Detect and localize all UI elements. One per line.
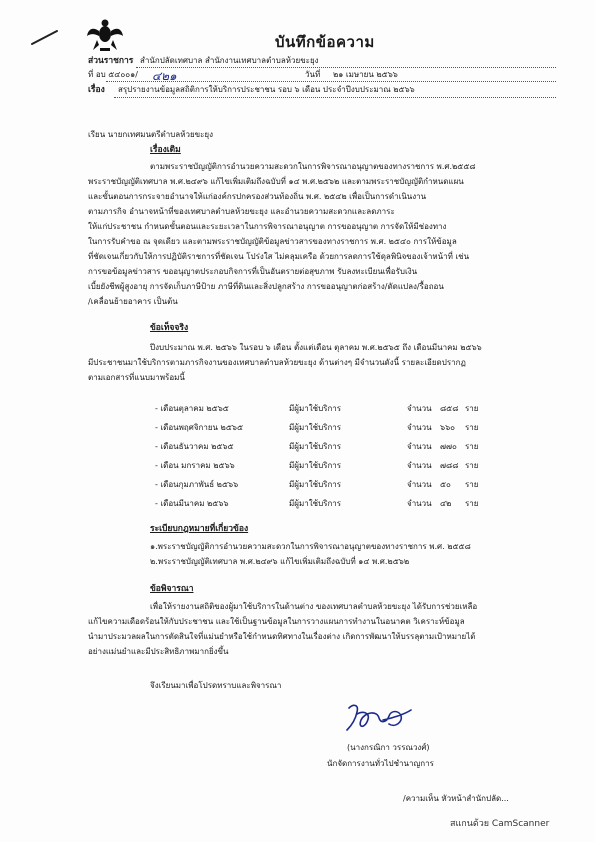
opinion-note: /ความเห็น หัวหน้าสำนักปลัด... (403, 794, 509, 803)
background-line: ที่ชัดเจนเกี่ยวกับให้การปฏิบัติราชการที่ชัดเจน โปร่งใส ไม่คลุมเครือ ด้วยการลดการใช้ดุลพินิจของเจ้าหน้าที่ เช่น (88, 252, 470, 261)
subject-value: สรุปรายงานข้อมูลสถิติการให้บริการประชาชน รอบ ๖ เดือน ประจำปีงบประมาณ ๒๕๖๖ (118, 85, 415, 94)
stats-month: - เดือนมีนาคม ๒๕๖๖ (155, 499, 229, 508)
law-heading: ระเบียบกฎหมายที่เกี่ยวข้อง (150, 524, 249, 534)
background-line: และขั้นตอนการกระจายอำนาจให้แก่องค์กรปกครองส่วนท้องถิ่น พ.ศ. ๒๕๔๒ เพื่อเป็นการดำเนินงาน (88, 192, 427, 201)
consider-line: อย่างแม่นยำและมีประสิทธิภาพมากยิ่งขึ้น (88, 647, 229, 656)
stats-unit: ราย (465, 461, 479, 470)
stats-month: - เดือนตุลาคม ๒๕๖๕ (155, 404, 229, 413)
docno-handwritten: ๔๒๑ (152, 69, 177, 83)
background-line: พระราชบัญญัติเทศบาล พ.ศ.๒๔๙๖ แก้ไขเพิ่มเติมถึงฉบับที่ ๑๔ พ.ศ.๒๕๖๒ และตามพระราชบัญญัติกำหนดแผน (88, 177, 464, 186)
stats-service: มีผู้มาใช้บริการ (289, 442, 342, 451)
stats-count-label: จำนวน (407, 442, 432, 451)
garuda-emblem-icon (86, 14, 124, 54)
scanner-watermark: สแกนด้วย CamScanner (450, 819, 550, 829)
background-heading: เรื่องเดิม (150, 145, 181, 155)
facts-line: ปีงบประมาณ พ.ศ. ๒๕๖๖ ในรอบ ๖ เดือน ตั้งแต่เดือน ตุลาคม พ.ศ.๒๕๖๕ ถึง เดือนมีนาคม ๒๕๖๖ (150, 343, 482, 352)
stats-row (0, 404, 595, 416)
stats-count: ๖๖๐ (440, 423, 456, 432)
stats-month: - เดือน มกราคม ๒๕๖๖ (155, 461, 235, 470)
closing-text: จึงเรียนมาเพื่อโปรดทราบและพิจารณา (150, 681, 282, 690)
handwritten-signature (343, 700, 415, 736)
signer-name: (นางกรณิกา วรรณวงศ์) (347, 743, 430, 752)
background-line: ตามพระราชบัญญัติการอำนวยความสะดวกในการพิจารณาอนุญาตของทางราชการ พ.ศ.๒๕๕๘ (150, 162, 476, 171)
consider-line: แก้ไขความเดือดร้อนให้กับประชาชน และใช้เป็นฐานข้อมูลในการวางแผนการทำงานในอนาคต วิเคราะห์ข้อมูล (88, 617, 465, 626)
stats-unit: ราย (465, 423, 479, 432)
background-line: ให้แก่ประชาชน กำหนดขั้นตอนและระยะเวลาในการพิจารณาอนุญาต การขออนุญาต การจัดให้มีช่องทาง (88, 222, 447, 231)
stats-count-label: จำนวน (407, 461, 432, 470)
stats-count: ๕๐ (440, 480, 451, 489)
background-line: การขอข้อมูลข่าวสาร ขออนุญาตประกอบกิจการที่เป็นอันตรายต่อสุขภาพ รับลงทะเบียนเพื่อรับเงิน (88, 267, 418, 276)
stats-row (0, 423, 595, 435)
stats-service: มีผู้มาใช้บริการ (289, 480, 342, 489)
stats-row (0, 461, 595, 473)
stats-count: ๗๗๐ (440, 442, 457, 451)
background-line: /เคลื่อนย้ายอาคาร เป็นต้น (88, 297, 178, 306)
docno-dotted-line (106, 81, 556, 82)
stats-service: มีผู้มาใช้บริการ (289, 499, 342, 508)
stats-row (0, 442, 595, 454)
agency-label: ส่วนราชการ (88, 56, 134, 66)
facts-line: ตามเอกสารที่แนบมาพร้อมนี้ (88, 373, 185, 382)
memo-title: บันทึกข้อความ (275, 33, 375, 51)
stats-count: ๔๒ (440, 499, 452, 508)
background-line: ในการรับคำขอ ณ จุดเดียว และตามพระราชบัญญัติข้อมูลข่าวสารของทางราชการ พ.ศ. ๒๕๔๐ การให้ข้อมูล (88, 237, 457, 246)
stats-month: - เดือนธันวาคม ๒๕๖๕ (155, 442, 234, 451)
stats-unit: ราย (465, 499, 479, 508)
stats-count-label: จำนวน (407, 480, 432, 489)
stats-count-label: จำนวน (407, 499, 432, 508)
stats-month: - เดือนพฤศจิกายน ๒๕๖๕ (155, 423, 244, 432)
stats-unit: ราย (465, 442, 479, 451)
stats-row (0, 499, 595, 511)
law-line: ๒.พระราชบัญญัติเทศบาล พ.ศ.๒๔๙๖ แก้ไขเพิ่มเติมถึงฉบับที่ ๑๔ พ.ศ.๒๕๖๒ (150, 557, 410, 566)
stats-count: ๘๕๘ (440, 404, 459, 413)
background-line: ตามภารกิจ อำนาจหน้าที่ของเทศบาลตำบลห้วยขะยุง และอำนวยความสะดวกและลดภาระ (88, 207, 395, 216)
stats-row (0, 480, 595, 492)
stats-unit: ราย (465, 480, 479, 489)
stats-unit: ราย (465, 404, 479, 413)
law-line: ๑.พระราชบัญญัติการอำนวยความสะดวกในการพิจารณาอนุญาตของทางราชการ พ.ศ. ๒๕๕๘ (150, 542, 471, 551)
stats-service: มีผู้มาใช้บริการ (289, 461, 342, 470)
background-line: เบี้ยยังชีพผู้สูงอายุ การจัดเก็บภาษีป้าย ภาษีที่ดินและสิ่งปลูกสร้าง การขออนุญาตก่อสร้าง/ดัดแปลง/รื้อถอน (88, 282, 444, 291)
agency-dotted-line (136, 67, 556, 68)
facts-heading: ข้อเท็จจริง (150, 323, 189, 333)
subject-label: เรื่อง (88, 85, 105, 95)
agency-value: สำนักปลัดเทศบาล สำนักงานเทศบาลตำบลห้วยขะยุง (140, 56, 319, 65)
pen-stroke-mark (30, 28, 60, 48)
stats-service: มีผู้มาใช้บริการ (289, 404, 342, 413)
salutation: เรียน นายกเทศมนตรีตำบลห้วยขะยุง (88, 130, 214, 139)
facts-line: มีประชาชนมาใช้บริการตามภารกิจงานของเทศบาลตำบลห้วยขะยุง ด้านต่างๆ มีจำนวนดังนี้ รายละเอียดปรากฏ (88, 358, 466, 367)
signer-position: นักจัดการงานทั่วไปชำนาญการ (327, 759, 434, 768)
stats-service: มีผู้มาใช้บริการ (289, 423, 342, 432)
subject-dotted-line (114, 97, 556, 98)
consider-heading: ข้อพิจารณา (150, 584, 194, 594)
consider-line: นำมาประมวลผลในการตัดสินใจที่แม่นยำหรือใช้กำหนดทิศทางในเรื่องต่าง เกิดการพัฒนาให้บรรลุตามเป้าหมายได้ (88, 632, 476, 641)
stats-count-label: จำนวน (407, 423, 432, 432)
stats-count: ๗๘๘ (440, 461, 459, 470)
consider-line: เพื่อให้รายงานสถิติของผู้มาใช้บริการในด้านต่าง ของเทศบาลตำบลห้วยขะยุง ได้รับการช่วยเหลือ (150, 602, 478, 611)
stats-count-label: จำนวน (407, 404, 432, 413)
docno-label: ที่ อบ ๕๔๐๐๑/ (88, 70, 138, 79)
stats-month: - เดือนกุมภาพันธ์ ๒๕๖๖ (155, 480, 239, 489)
date-value: ๒๑ เมษายน ๒๕๖๖ (333, 70, 398, 79)
date-label: วันที่ (305, 70, 321, 79)
